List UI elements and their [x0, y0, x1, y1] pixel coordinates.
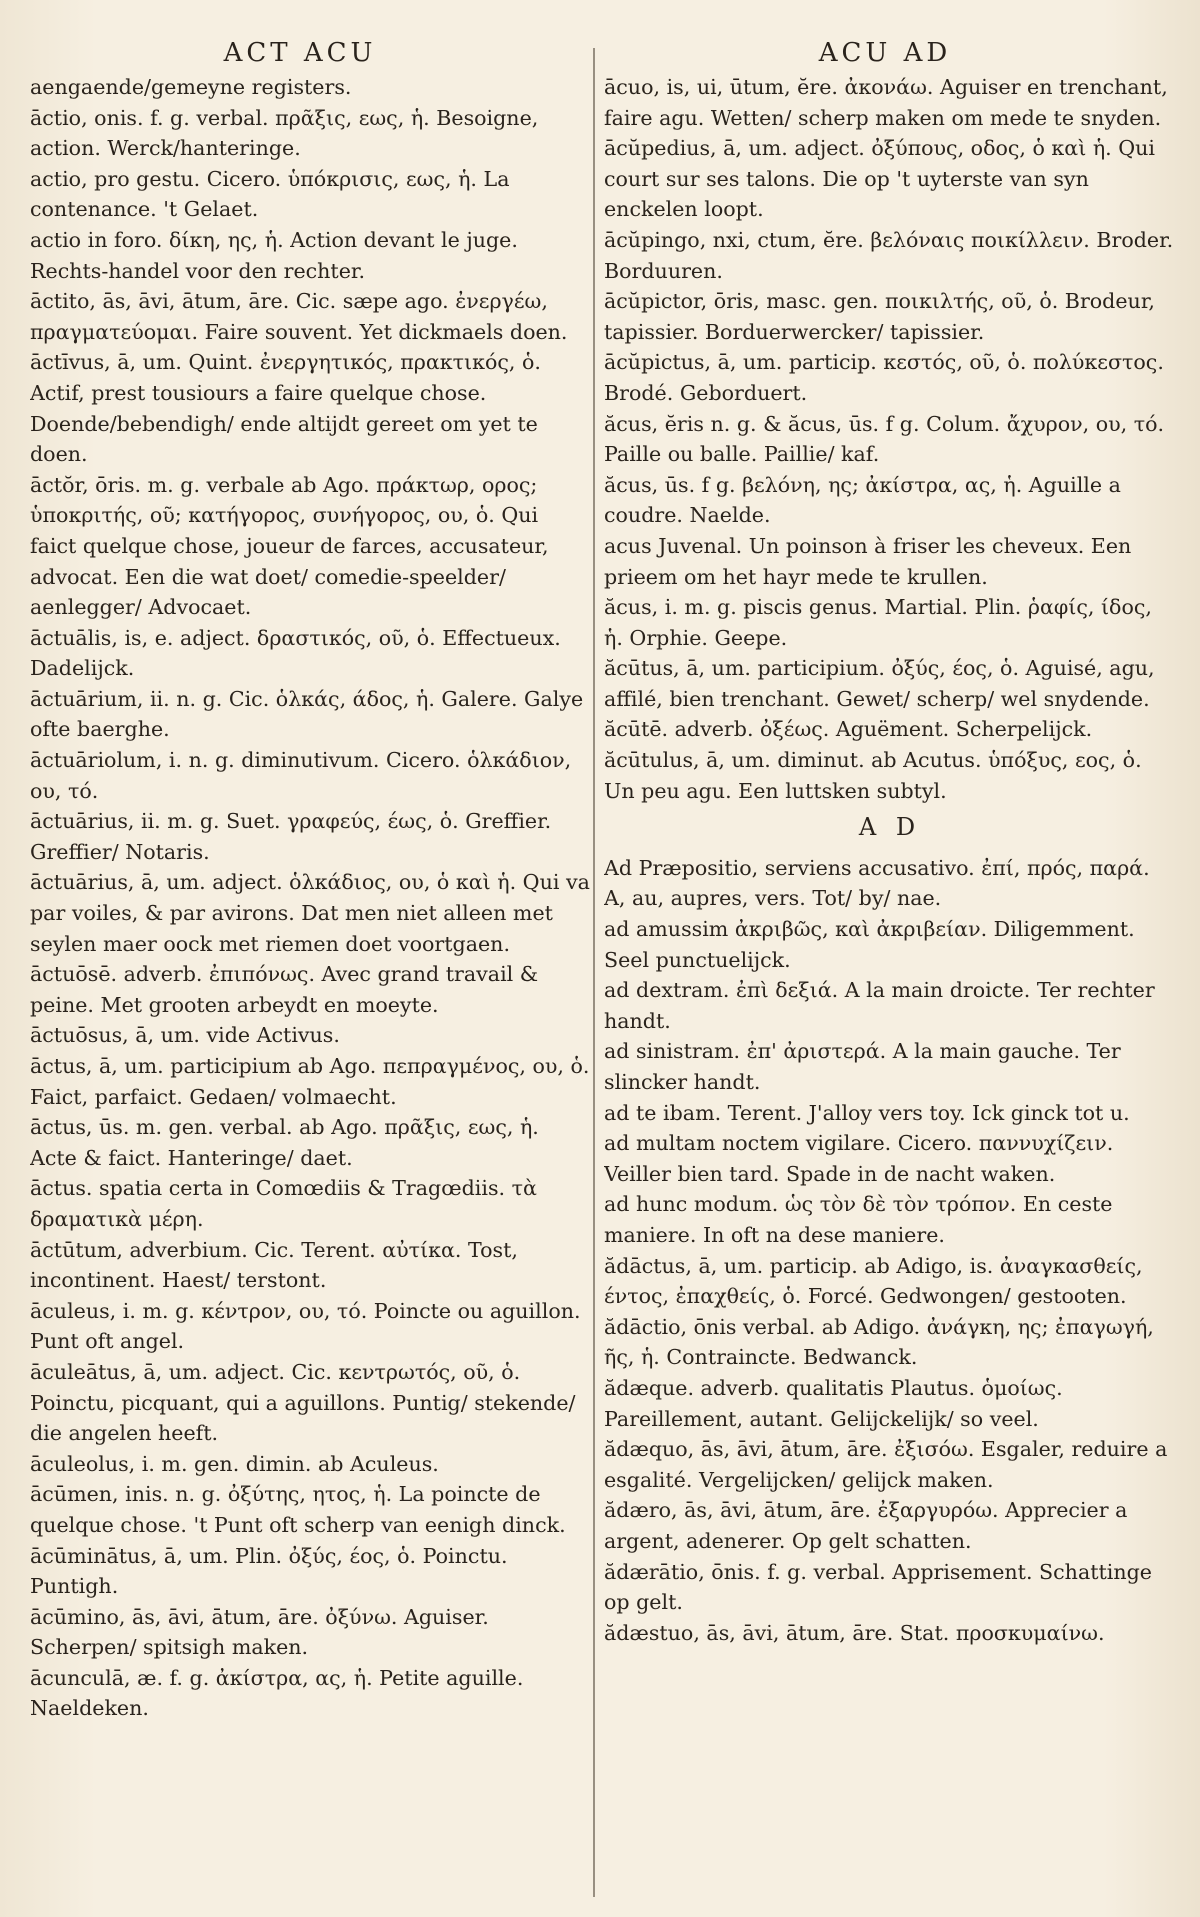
- dictionary-entry: āctuāriolum, i. n. g. diminutivum. Cicero. ὁλκάδιον, ου, τό.: [30, 748, 572, 803]
- dictionary-entry: aengaende/gemeyne registers.: [30, 75, 352, 99]
- dictionary-entry: ācunculā, æ. f. g. ἀκίστρα, ας, ἡ. Petite aguille. Naeldeken.: [30, 1665, 524, 1721]
- dictionary-entry: āculeolus, i. m. gen. dimin. ab Aculeus.: [30, 1451, 439, 1476]
- dictionary-entry: ădāctus, ā, um. particip. ab Adigo, is. ἀναγκασθείς, έντος, ἐπαχθείς, ὁ. Forcé. Gedwongen/ gestooten.: [604, 1253, 1143, 1309]
- dictionary-entry: ăcus, ūs. f g. βελόνη, ης; ἀκίστρα, ας, ἡ. Aguille a coudre. Naelde.: [604, 472, 1121, 528]
- dictionary-entry: āctuārius, ā, um. adject. ὁλκάδιος, ου, ὁ καὶ ἡ. Qui va par voiles, & par avirons. Dat men niet alleen met seylen maer oock met riemen doet voortgaen.: [30, 870, 590, 956]
- dictionary-entry: Ad Præpositio, serviens accusativo. ἐπί, πρός, παρά. A, au, aupres, vers. Tot/ by/ nae.: [604, 855, 1150, 911]
- dictionary-entry: ădæstuo, ās, āvi, ātum, āre. Stat. προσκυμαίνω.: [604, 1620, 1105, 1645]
- dictionary-entry: āctus, ūs. m. gen. verbal. ab Ago. πρᾶξις, εως, ἡ. Acte & faict. Hanteringe/ daet.: [30, 1115, 539, 1170]
- dictionary-entry: ācŭpictor, ōris, masc. gen. ποικιλτής, οῦ, ὁ. Brodeur, tapissier. Borduerwercker/ tapissier.: [604, 289, 1155, 344]
- dictionary-entry: ădæquo, ās, āvi, ātum, āre. ἐξισόω. Esgaler, reduire a esgalité. Vergelijcken/ gelijck maken.: [604, 1437, 1168, 1492]
- running-head-left: ACT ACU: [223, 38, 377, 68]
- dictionary-entry: ăcus, i. m. g. piscis genus. Martial. Plin. ῥαφίς, ίδος, ἡ. Orphie. Geepe.: [604, 595, 1152, 650]
- dictionary-entry: āctuārium, ii. n. g. Cic. ὁλκάς, άδος, ἡ. Galere. Galye ofte baerghe.: [30, 686, 584, 742]
- dictionary-entry: āctio, onis. f. g. verbal. πρᾶξις, εως, ἡ. Besoigne, action. Werck/hanteringe.: [30, 105, 539, 161]
- dictionary-entry: ācūminātus, ā, um. Plin. ὀξύς, έος, ὁ. Poinctu. Puntigh.: [30, 1543, 508, 1599]
- dictionary-entry: ācūmino, ās, āvi, ātum, āre. ὀξύνω. Aguiser. Scherpen/ spitsigh maken.: [30, 1604, 489, 1660]
- dictionary-entry: ācŭpedius, ā, um. adject. ὀξύπους, οδος, ὁ καὶ ἡ. Qui court sur ses talons. Die op 't uyterste van syn enckelen loopt.: [604, 136, 1155, 222]
- dictionary-entry: actio in foro. δίκη, ης, ἡ. Action devant le juge. Rechts-handel voor den rechter.: [30, 227, 518, 283]
- dictionary-entry: āctŏr, ōris. m. g. verbale ab Ago. πράκτωρ, ορος; ὑποκριτής, οῦ; κατήγορος, συνήγορος, ου, ὁ. Qui faict quelque chose, joueur de farces, accusateur, advocat. Een die wat doet/ comedie-speelder/ aenlegger/ Advocaet.: [30, 472, 549, 620]
- dictionary-entry: ădæque. adverb. qualitatis Plautus. ὁμοίως. Pareillement, autant. Gelijckelijk/ so veel.: [604, 1375, 1063, 1431]
- dictionary-entry: ădāctio, ōnis verbal. ab Adigo. ἀνάγκη, ης; ἐπαγωγή, ῆς, ἡ. Contrainctе. Bedwanck.: [604, 1314, 1154, 1370]
- dictionary-entry: ad sinistram. ἐπ' ἀριστερά. A la main gauche. Ter slincker handt.: [604, 1039, 1121, 1094]
- dictionary-entry: ad te ibam. Terent. J'alloy vers toy. Ick ginck tot u.: [604, 1100, 1130, 1125]
- right-column: [604, 72, 1176, 1901]
- dictionary-entry: ad dextram. ἐπὶ δεξιά. A la main droicte. Ter rechter handt.: [604, 978, 1155, 1033]
- section-heading: A D: [858, 813, 922, 842]
- dictionary-entry: āculeātus, ā, um. adject. Cic. κεντρωτός, οῦ, ὁ. Poinctu, picquant, qui a aguillons. Puntig/ stekende/ die angelen heeft.: [30, 1359, 576, 1446]
- dictionary-entry: āctuōsus, ā, um. vide Activus.: [30, 1023, 340, 1048]
- dictionary-entry: actio, pro gestu. Cicero. ὑπόκρισις, εως, ἡ. La contenance. 't Gelaet.: [30, 166, 510, 222]
- dictionary-entry: ăcus, ĕris n. g. & ăcus, ūs. f g. Colum. ἄχυρον, ου, τό. Paille ou balle. Paillie/ kaf.: [604, 411, 1165, 467]
- dictionary-entry: āctīvus, ā, um. Quint. ἐνεργητικός, πρακτικός, ὁ. Actif, prest tousiours a faire quelque chose. Doende/bebendigh/ ende altijdt gereet om yet te doen.: [30, 350, 541, 467]
- running-head-right: ACU AD: [818, 38, 952, 68]
- dictionary-entry: ăcūtē. adverb. ὀξέως. Aguëment. Scherpelijck.: [604, 717, 1093, 742]
- dictionary-entry: ad multam noctem vigilare. Cicero. παννυχίζειν. Veiller bien tard. Spade in de nacht waken.: [604, 1131, 1114, 1186]
- dictionary-entry: ācŭpingo, nxi, ctum, ĕre. βελόναις ποικίλλειν. Broder. Borduuren.: [604, 227, 1174, 283]
- dictionary-entry: āctito, ās, āvi, ātum, āre. Cic. sæpe ago. ἐνεργέω, πραγματεύομαι. Faire souvent. Yet dickmaels doen.: [30, 289, 568, 344]
- dictionary-entry: ădæro, ās, āvi, ātum, āre. ἐξαργυρόω. Apprecier a argent, adenerer. Op gelt schatten.: [604, 1498, 1128, 1553]
- column-divider: [593, 48, 595, 1897]
- dictionary-entry: ācuo, is, ui, ūtum, ĕre. ἀκονάω. Aguiser en trenchant, faire agu. Wetten/ scherp maken om mede te snyden.: [604, 75, 1168, 130]
- left-column: [30, 72, 590, 1901]
- dictionary-entry: āctuārius, ii. m. g. Suet. γραφεύς, έως, ὁ. Greffier. Greffier/ Notaris.: [30, 809, 552, 864]
- dictionary-entry: āctūtum, adverbium. Cic. Terent. αὐτίκα. Tost, incontinent. Haest/ terstont.: [30, 1237, 518, 1293]
- dictionary-entry: āctuālis, is, e. adject. δραστικός, οῦ, ὁ. Effectueux. Dadelijck.: [30, 625, 561, 681]
- dictionary-entry: ad amussim ἀκριβῶς, καὶ ἀκριβείαν. Diligemment. Seel punctuelijck.: [604, 917, 1135, 972]
- dictionary-entry: ăcūtulus, ā, um. diminut. ab Acutus. ὑπόξυς, εος, ὁ. Un peu agu. Een luttsken subtyl.: [604, 748, 1142, 803]
- dictionary-entry: āctus. spatia certa in Comœdiis & Tragœdiis. τὰ δραματικὰ μέρη.: [30, 1176, 537, 1231]
- dictionary-entry: āctus, ā, um. participium ab Ago. πεπραγμένος, ου, ὁ. Faict, parfaict. Gedaen/ volmaecht.: [30, 1054, 590, 1109]
- dictionary-entry: āculeus, i. m. g. κέντρον, ου, τό. Poincte ou aguillon. Punt oft angel.: [30, 1298, 581, 1354]
- dictionary-entry: ad hunc modum. ὡς τὸν δὲ τὸν τρόπον. En ceste maniere. In oft na dese maniere.: [604, 1192, 1113, 1247]
- dictionary-entry: acus Juvenal. Un poinson à friser les cheveux. Een prieem om het hayr mede te krullen.: [604, 533, 1132, 589]
- dictionary-entry: ădærātio, ōnis. f. g. verbal. Apprisement. Schattinge op gelt.: [604, 1559, 1152, 1615]
- dictionary-entry: ācūmen, inis. n. g. ὀξύτης, ητος, ἡ. La poincte de quelque chose. 't Punt oft scherp van eenigh dinck.: [30, 1482, 566, 1537]
- dictionary-entry: ācŭpictus, ā, um. particip. κεστός, οῦ, ὁ. πολύκεστος. Brodé. Geborduert.: [604, 350, 1164, 405]
- dictionary-entry: ăcūtus, ā, um. participium. ὀξύς, έος, ὁ. Aguisé, agu, affilé, bien trenchant. Gewet/ scherp/ wel snydende.: [604, 656, 1155, 711]
- dictionary-entry: āctuōsē. adverb. ἐπιπόνως. Avec grand travail & peine. Met grooten arbeydt en moeyte.: [30, 962, 539, 1017]
